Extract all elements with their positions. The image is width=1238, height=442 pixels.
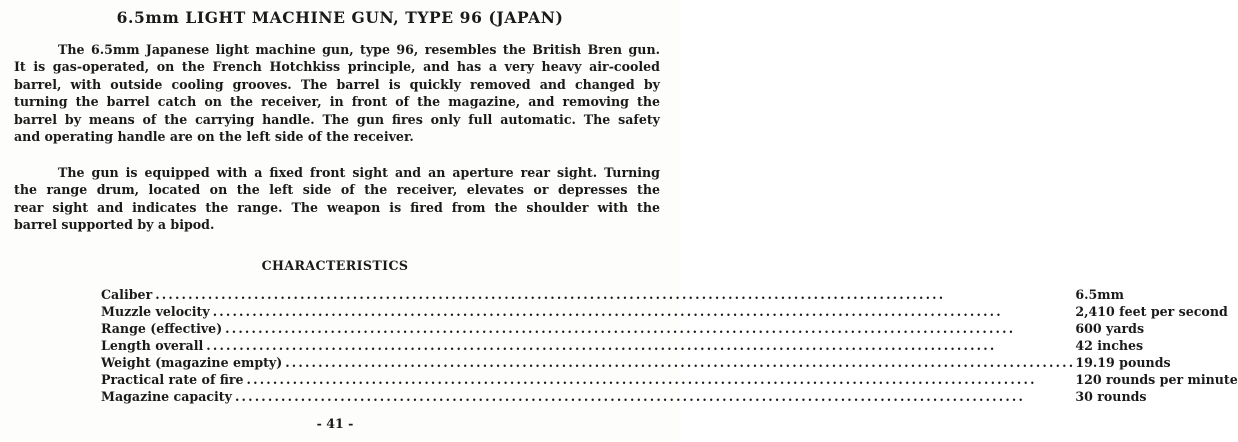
paragraph-line: It is gas-operated, on the French Hotchkiss principle, and has a very heavy air-cooled <box>14 59 660 75</box>
description-paragraph <box>14 41 660 145</box>
characteristic-row <box>101 354 1238 371</box>
characteristic-row <box>101 286 1238 303</box>
paragraph-line: barrel supported by a bipod. <box>14 217 215 233</box>
characteristic-label-cell <box>101 337 1075 354</box>
paragraph-line: barrel by means of the carrying handle. The gun fires only full automatic. The safety <box>14 111 660 127</box>
leader-dots: ........................................................................................................................ <box>225 321 1016 336</box>
characteristic-value: 6.5mm <box>1075 287 1124 302</box>
leader-dots: ........................................................................................................................ <box>155 287 946 302</box>
characteristic-value: 19.19 pounds <box>1075 355 1171 370</box>
paragraph-line: barrel, with outside cooling grooves. The barrel is quickly removed and changed by <box>14 76 660 92</box>
characteristic-label-cell <box>101 320 1075 337</box>
characteristics-table <box>101 286 1238 405</box>
document-title: 6.5mm LIGHT MACHINE GUN, TYPE 96 (JAPAN) <box>116 8 564 27</box>
characteristics-heading: CHARACTERISTICS <box>261 258 409 273</box>
characteristic-row <box>101 388 1238 405</box>
leader-dots: ........................................................................................................................ <box>212 304 1003 319</box>
paragraph-line: rear sight and indicates the range. The weapon is fired from the shoulder with the <box>14 199 660 215</box>
paragraph-line: and operating handle are on the left side of the receiver. <box>14 128 414 144</box>
characteristic-value: 120 rounds per minute <box>1075 372 1238 387</box>
characteristic-label: Muzzle velocity <box>101 304 213 319</box>
characteristic-label: Length overall <box>101 338 206 353</box>
paragraph-line: The 6.5mm Japanese light machine gun, type 96, resembles the British Bren gun. <box>58 42 660 57</box>
characteristic-label: Caliber <box>101 287 155 302</box>
characteristic-row <box>101 371 1238 388</box>
leader-dots: ........................................................................................................................ <box>285 355 1076 370</box>
leader-dots: ........................................................................................................................ <box>234 389 1026 404</box>
characteristic-label: Magazine capacity <box>101 389 235 404</box>
characteristic-label-cell <box>101 371 1075 388</box>
paragraph-line: the range drum, located on the left side of the receiver, elevates or depresses the <box>14 182 660 198</box>
characteristic-label-cell <box>101 388 1075 405</box>
characteristic-label: Range (effective) <box>101 321 225 336</box>
characteristics-list <box>101 286 1238 405</box>
characteristic-row <box>101 303 1238 320</box>
characteristic-label: Practical rate of fire <box>101 372 247 387</box>
characteristic-value: 42 inches <box>1075 338 1144 353</box>
paragraph-line: turning the barrel catch on the receiver, in front of the magazine, and removing the <box>14 94 660 110</box>
page-number: - 41 - <box>316 416 354 431</box>
characteristic-value: 2,410 feet per second <box>1075 304 1228 319</box>
characteristic-label-cell <box>101 354 1075 371</box>
sights-paragraph <box>14 164 660 234</box>
paragraph-line: The gun is equipped with a fixed front sight and an aperture rear sight. Turning <box>58 165 660 180</box>
leader-dots: ........................................................................................................................ <box>246 372 1037 387</box>
characteristic-row <box>101 337 1238 354</box>
characteristic-value: 30 rounds <box>1075 389 1147 404</box>
characteristic-value: 600 yards <box>1075 321 1145 336</box>
characteristic-row <box>101 320 1238 337</box>
characteristic-label-cell <box>101 286 1075 303</box>
characteristic-label-cell <box>101 303 1075 320</box>
characteristic-label: Weight (magazine empty) <box>101 355 285 370</box>
leader-dots: ........................................................................................................................ <box>206 338 997 353</box>
